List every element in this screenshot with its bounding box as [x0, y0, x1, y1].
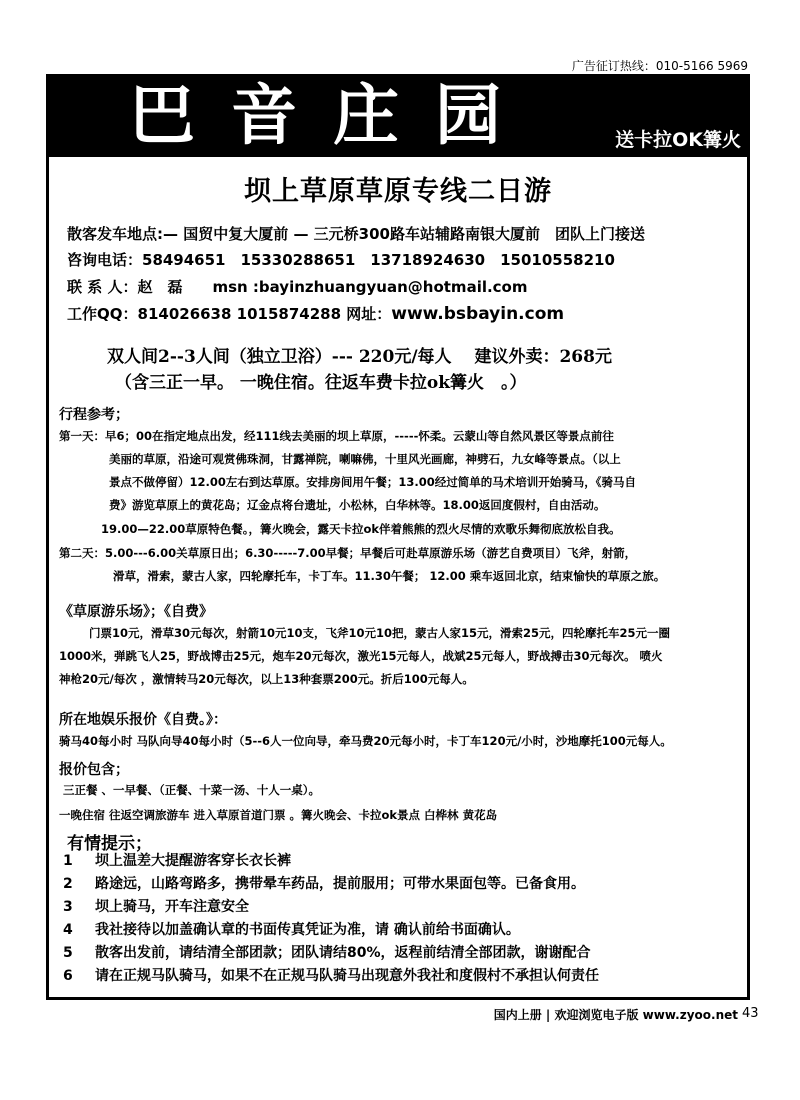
included-heading: 报价包含；	[59, 762, 129, 778]
banner	[49, 77, 747, 157]
tip-number: 4	[63, 922, 73, 938]
tip-item	[63, 919, 520, 939]
itinerary-line: 景点不做停留）12.00左右到达草原。安排房间用午餐；13.00经过简单的马术培训开始骑马，《骑马自	[109, 475, 636, 489]
banner-title: 巴音庄园	[129, 77, 537, 154]
page-number: 43	[742, 1006, 759, 1021]
tip-item	[63, 850, 291, 870]
tip-number: 1	[63, 853, 73, 869]
itinerary-line: 第一天：早6；00在指定地点出发，经111线去美丽的坝上草原，-----怀柔。云蒙山等自然风景区等景点前往	[59, 429, 614, 443]
local-heading: 所在地娱乐报价《自费。》：	[59, 712, 227, 728]
tip-number: 3	[63, 899, 73, 915]
itinerary-line: 美丽的草原，沿途可观赏佛珠洞，甘露禅院，喇嘛佛，十里风光画廊，神劈石，九女峰等景点。（以上	[109, 452, 621, 466]
itinerary-line: 滑草，滑索，蒙古人家，四轮摩托车，卡丁车。11.30午餐； 12.00 乘车返回北京，结束愉快的草原之旅。	[113, 569, 666, 583]
tip-text: 我社接待以加盖确认章的书面传真凭证为准，请 确认前给书面确认。	[95, 922, 520, 938]
tip-text: 坝上骑马，开车注意安全	[95, 899, 249, 915]
itinerary-line: 19.00—22.00草原特色餐。，篝火晚会，露天卡拉ok伴着熊熊的烈火尽情的欢歌乐舞彻底放松自我。	[101, 522, 621, 536]
tip-text: 请在正规马队骑马，如果不在正规马队骑马出现意外我社和度假村不承担认何责任	[95, 968, 599, 984]
tip-number: 6	[63, 968, 73, 984]
included-line: 一晚住宿 往返空调旅游车 进入草原首道门票 。篝火晚会、卡拉ok景点 白桦林 黄花岛	[59, 808, 498, 822]
price-line-2: （含三正一早。 一晚住宿。往返车费卡拉ok篝火 。）	[115, 373, 527, 393]
itinerary-heading: 行程参考；	[59, 407, 129, 423]
tip-text: 路途远，山路弯路多，携带晕车药品，提前服用；可带水果面包等。已备食用。	[95, 876, 585, 892]
park-line: 1000米，弹跳飞人25，野战博击25元，炮车20元每次，激光15元每人，战斌25元每人，野战搏击30元每次。 喷火	[59, 649, 663, 663]
park-heading: 《草原游乐场》；《自费》	[59, 604, 213, 620]
price-line-1: 双人间2--3人间（独立卫浴）--- 220元/每人 建议外卖：268元	[107, 347, 612, 367]
contact-info: 联 系 人：赵 磊 msn :bayinzhuangyuan@hotmail.com	[67, 278, 528, 296]
itinerary-line: 第二天：5.00---6.00关草原日出；6.30-----7.00早餐；早餐后可赴草原游乐场（游艺自费项目）飞斧，射箭，	[59, 546, 637, 560]
tip-number: 2	[63, 876, 73, 892]
tip-item	[63, 896, 249, 916]
tips-heading: 有情提示；	[67, 834, 152, 854]
itinerary-line: 费》游览草原上的黄花岛；辽金点将台遗址，小松林，白华林等。18.00返回度假村，自由活动。	[109, 498, 606, 512]
park-line: 门票10元，滑草30元每次，射箭10元10支，飞斧10元10把，蒙古人家15元，滑索25元，四轮摩托车25元一圈	[89, 626, 671, 640]
phone-info: 咨询电话：58494651 15330288651 13718924630 15010558210	[67, 251, 615, 269]
departure-info: 散客发车地点:— 国贸中复大厦前 — 三元桥300路车站辅路南银大厦前 团队上门接送	[67, 225, 645, 243]
local-line: 骑马40每小时 马队向导40每小时（5--6人一位向导，牵马费20元每小时，卡丁车120元/小时，沙地摩托100元每人。	[59, 734, 672, 748]
tip-item	[63, 942, 591, 962]
tip-item	[63, 873, 585, 893]
qq-label: 工作QQ：814026638 1015874288 网址：	[67, 305, 392, 323]
tip-item	[63, 965, 599, 985]
banner-subtitle: 送卡拉OK篝火	[615, 129, 741, 151]
qq-info	[67, 303, 564, 324]
main-title: 坝上草原草原专线二日游	[244, 176, 552, 207]
tip-text: 散客出发前，请结清全部团款；团队请结80%，返程前结清全部团款，谢谢配合	[95, 945, 591, 961]
tip-number: 5	[63, 945, 73, 961]
included-line: 三正餐 、一早餐、（正餐、十菜一汤、十人一桌）。	[63, 783, 321, 797]
footer-text: 国内上册 | 欢迎浏览电子版 www.zyoo.net	[493, 1008, 738, 1022]
website-link[interactable]: www.bsbayin.com	[391, 304, 565, 324]
park-line: 神枪20元/每次 ，激情转马20元每次，以上13种套票200元。折后100元每人。	[59, 672, 474, 686]
tip-text: 坝上温差大提醒游客穿长衣长裤	[95, 853, 291, 869]
ad-hotline: 广告征订热线：010-5166 5969	[571, 59, 748, 73]
ad-frame	[46, 74, 750, 1000]
